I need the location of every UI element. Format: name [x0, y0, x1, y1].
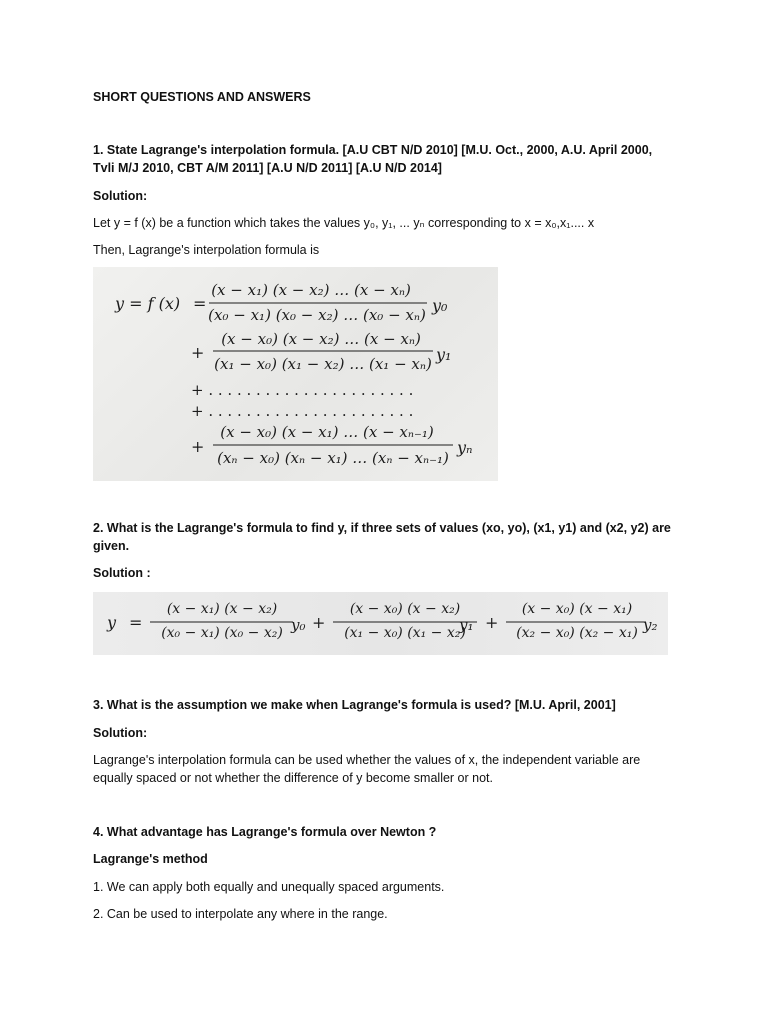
question-4-point-2: 2. Can be used to interpolate any where in the range.: [93, 907, 388, 921]
term-3-plus: +: [191, 437, 205, 456]
term-b-numerator: (x − x₀) (x − x₂): [349, 601, 461, 617]
term-3-numerator: (x − x₀) (x − x₁) … (x − xₙ₋₁): [220, 423, 434, 441]
question-3-solution-text: Lagrange's interpolation formula can be used whether the values of x, the independent variable are: [93, 753, 641, 767]
formula-2-plus-2: +: [485, 613, 499, 632]
formula-lhs: y = f (x): [115, 294, 181, 313]
term-b-y: y₁: [459, 616, 474, 634]
term-3-y: yₙ: [457, 438, 473, 457]
formula-equals: =: [193, 294, 207, 313]
term-a-y: y₀: [291, 616, 306, 634]
question-1-solution-text: Let y = f (x) be a function which takes the values y₀, y₁, ... yₙ corresponding to x = x₀,x₁.... x: [93, 216, 595, 230]
question-1-solution-text-2: Then, Lagrange's interpolation formula is: [93, 243, 320, 257]
formula-2-plus-1: +: [312, 613, 326, 632]
term-1-numerator: (x − x₁) (x − x₂) … (x − xₙ): [211, 281, 411, 299]
document-heading: SHORT QUESTIONS AND ANSWERS: [93, 90, 311, 104]
question-2-line-2: given.: [93, 539, 130, 553]
term-c-y: y₂: [643, 616, 658, 634]
term-a-denominator: (x₀ − x₁) (x₀ − x₂): [161, 625, 283, 641]
term-2-numerator: (x − x₀) (x − x₂) … (x − xₙ): [221, 330, 421, 348]
question-2-line-1: 2. What is the Lagrange's formula to find y, if three sets of values (xo, yo), (x1, y1) and (x2, y2) are: [93, 521, 671, 535]
question-4-line-1: 4. What advantage has Lagrange's formula over Newton ?: [93, 825, 437, 839]
question-1-line-1: 1. State Lagrange's interpolation formula. [A.U CBT N/D 2010] [M.U. Oct., 2000, A.U. April 2000,: [93, 143, 653, 157]
term-2-denominator: (x₁ − x₀) (x₁ − x₂) … (x₁ − xₙ): [214, 355, 432, 373]
term-1-y: y₀: [432, 296, 448, 315]
question-2-solution-label: Solution :: [93, 566, 151, 580]
question-3-solution-label: Solution:: [93, 726, 148, 740]
term-2-plus: +: [191, 343, 205, 362]
term-c-numerator: (x − x₀) (x − x₁): [521, 601, 633, 617]
term-2-y: y₁: [436, 345, 452, 364]
term-1-denominator: (x₀ − x₁) (x₀ − x₂) … (x₀ − xₙ): [208, 306, 426, 324]
term-b-denominator: (x₁ − x₀) (x₁ − x₂): [344, 625, 466, 641]
dotted-row-2: + . . . . . . . . . . . . . . . . . . . . . .: [191, 402, 414, 420]
question-1-line-2: Tvli M/J 2010, CBT A/M 2011] [A.U N/D 2011] [A.U N/D 2014]: [93, 161, 442, 175]
question-3-line-1: 3. What is the assumption we make when Lagrange's formula is used? [M.U. April, 2001]: [93, 698, 616, 712]
dotted-row-1: + . . . . . . . . . . . . . . . . . . . . . .: [191, 381, 414, 399]
question-3-solution-text-2: equally spaced or not whether the difference of y become smaller or not.: [93, 771, 493, 785]
term-a-numerator: (x − x₁) (x − x₂): [166, 601, 278, 617]
formula-2-lhs: y: [107, 613, 117, 632]
question-4-subheading: Lagrange's method: [93, 852, 208, 866]
question-4-point-1: 1. We can apply both equally and unequally spaced arguments.: [93, 880, 445, 894]
three-point-formula-image: [93, 592, 668, 655]
term-3-denominator: (xₙ − x₀) (xₙ − x₁) … (xₙ − xₙ₋₁): [217, 449, 449, 467]
lagrange-formula-image: [93, 267, 498, 481]
term-c-denominator: (x₂ − x₀) (x₂ − x₁): [516, 625, 638, 641]
question-1-solution-label: Solution:: [93, 189, 148, 203]
formula-2-equals: =: [129, 613, 143, 632]
